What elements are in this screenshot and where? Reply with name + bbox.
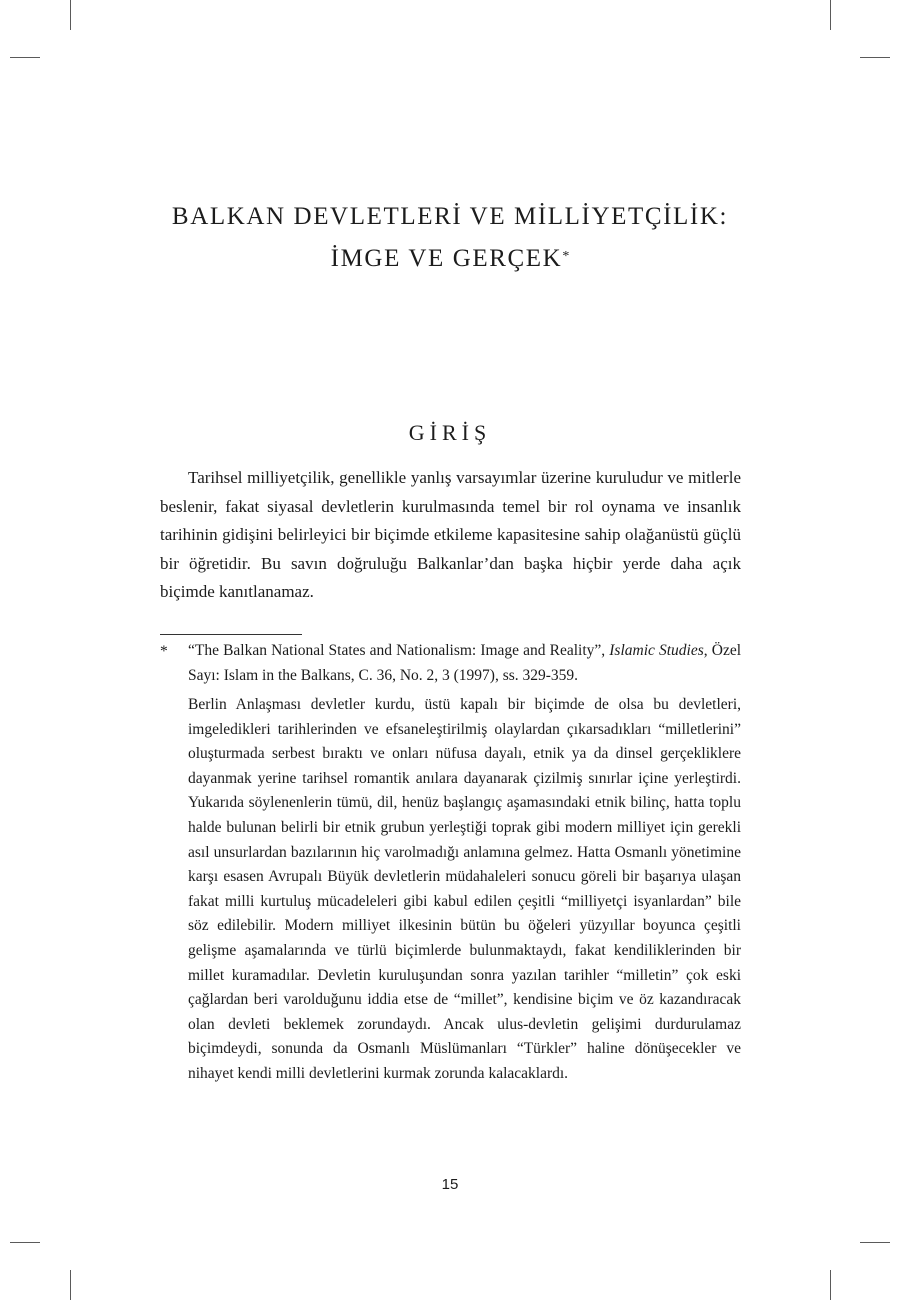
- page-number: 15: [441, 1176, 459, 1193]
- footnote-text-before: “The Balkan National States and Nationalism: Image and Reality”,: [188, 642, 610, 659]
- continuation-paragraph: Berlin Anlaşması devletler kurdu, üstü kapalı bir biçimde de olsa bu devletleri, imgeledikleri tarihlerinden ve efsaneleştirilmiş olaylardan çıkarsadıkları “milletlerini” oluşturmada serbest bıraktı ve onları nüfusa dayalı, etnik ya da dinsel gerçekliklere dayanmak yerine tarihsel romantik anılara dayanarak çizilmiş sınırlar içine yerleştirdi. Yukarıda söylenenlerin tümü, dil, henüz başlangıç aşamasındaki etnik bilinç, hatta toplu halde bulunan belirli bir etnik grubun yerleştiği toprak gibi modern milliyet için gerekli asıl unsurlardan bazılarının hiç varolmadığı anlamına gelmez. Hatta Osmanlı yönetimine karşı esasen Avrupalı Büyük devletlerin müdahaleleri sonucu göreli bir başarıya ulaşan fakat milli kurtuluş mücadeleleri gibi kabul edilen çeşitli “milliyetçi isyanlardan” bile söz edilebilir. Modern milliyet ilkesinin bütün bu öğeleri yüzyıllar boyunca çeşitli gelişme aşamalarında ve türlü biçimlerde bulunmaktaydı, fakat kendiliklerinden bir millet kuramadılar. Devletin kuruluşundan sonra yazılan tarihler “milletin” çok eski çağlardan beri varolduğunu iddia etse de “millet”, kendisine biçim ve öz kazandıracak olan devleti beklemek zorundaydı. Ancak ulus-devletin gelişimi durdurulamaz biçimdeydi, sonunda da Osmanlı Müslümanları “Türkler” haline dönüşecekler ve nihayet kendi milli devletlerini kurmak zorunda kalacaklardı.: [188, 696, 741, 1082]
- chapter-footnote-marker: *: [562, 249, 570, 264]
- chapter-title: [0, 196, 900, 280]
- footnote-text-after: , Özel Sayı: Islam in the Balkans, C. 36, No. 2, 3 (1997), ss. 329-359.: [188, 642, 742, 684]
- footnote-text: [188, 639, 741, 688]
- chapter-title-line2: İMGE VE GERÇEK: [330, 245, 563, 272]
- footnote-marker: *: [160, 643, 168, 660]
- crop-mark-bottom-left: [70, 1270, 71, 1300]
- crop-mark-left-top: [10, 57, 40, 58]
- chapter-title-line1: BALKAN DEVLETLERİ VE MİLLİYETÇİLİK:: [171, 203, 729, 230]
- section-heading: GİRİŞ: [408, 420, 492, 445]
- crop-mark-right-top: [860, 57, 890, 58]
- crop-mark-bottom-right: [830, 1270, 831, 1300]
- crop-mark-top-left: [70, 0, 71, 30]
- footnote-separator: [160, 634, 302, 635]
- footnote-journal: Islamic Studies: [609, 642, 704, 659]
- crop-mark-left-bottom: [10, 1242, 40, 1243]
- crop-mark-right-bottom: [860, 1242, 890, 1243]
- intro-paragraph: Tarihsel milliyetçilik, genellikle yanlış varsayımlar üzerine kuruludur ve mitlerle beslenir, fakat siyasal devletlerin kurulmasında temel bir rol oynama ve insanlık tarihinin gidişini belirleyici bir biçimde etkileme kapasitesine sahip olağanüstü güçlü bir öğretidir. Bu savın doğruluğu Balkanlar’dan başka hiçbir yerde daha açık biçimde kanıtlanamaz.: [160, 468, 741, 601]
- crop-mark-top-right: [830, 0, 831, 30]
